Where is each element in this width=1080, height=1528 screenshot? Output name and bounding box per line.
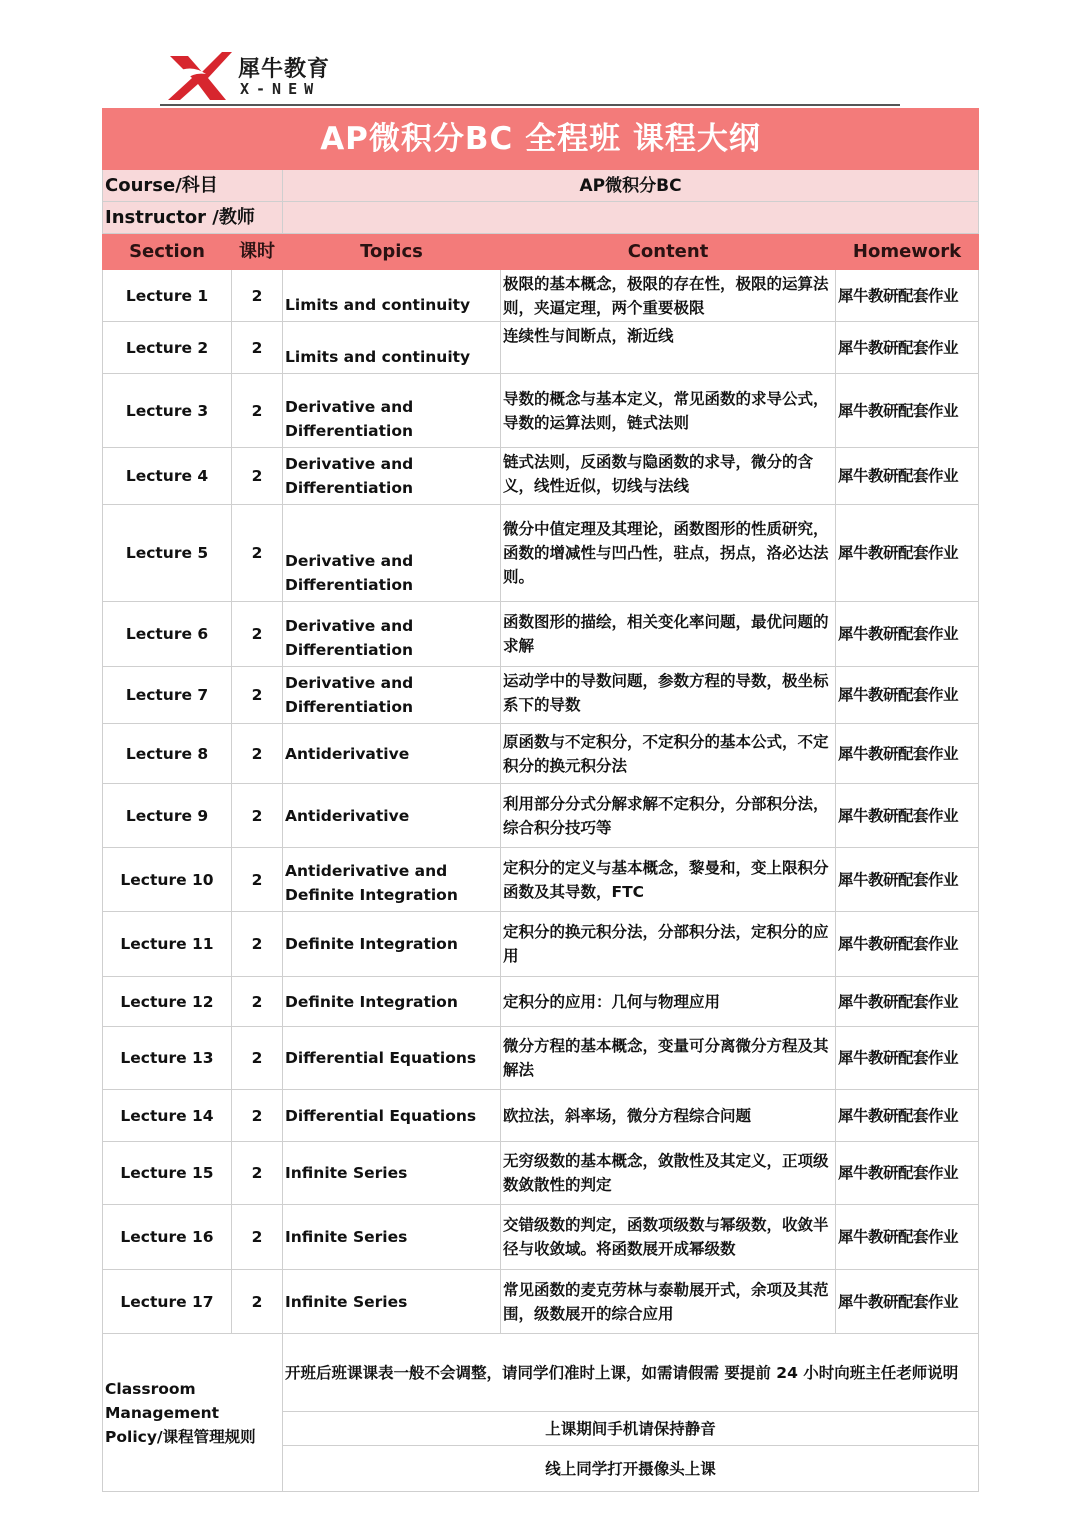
content-cell: 连续性与间断点，渐近线 [501,322,836,374]
section-cell: Lecture 8 [103,724,232,784]
policy-item: 上课期间手机请保持静音 [283,1412,979,1446]
hours-cell: 2 [232,912,283,977]
homework-cell: 犀牛教研配套作业 [836,322,979,374]
section-cell: Lecture 5 [103,505,232,602]
x-new-logo-icon [166,50,234,102]
hours-cell: 2 [232,322,283,374]
content-cell: 极限的基本概念，极限的存在性，极限的运算法则，夹逼定理，两个重要极限 [501,270,836,322]
syllabus-table [102,108,979,1492]
hours-cell: 2 [232,374,283,448]
topic-cell: Antiderivative [283,784,501,848]
content-cell: 导数的概念与基本定义，常见函数的求导公式，导数的运算法则，链式法则 [501,374,836,448]
lecture-row [103,1090,979,1142]
content-cell: 常见函数的麦克劳林与泰勒展开式，余项及其范围，级数展开的综合应用 [501,1270,836,1334]
content-cell: 交错级数的判定，函数项级数与幂级数，收敛半径与收敛域。将函数展开成幂级数 [501,1205,836,1270]
lecture-row [103,505,979,602]
lecture-row [103,848,979,912]
homework-cell: 犀牛教研配套作业 [836,667,979,724]
policy-item: 开班后班课课表一般不会调整，请同学们准时上课，如需请假需 要提前 24 小时向班主任老师说明 [283,1334,979,1412]
section-cell: Lecture 4 [103,448,232,505]
content-cell: 运动学中的导数问题，参数方程的导数，极坐标系下的导数 [501,667,836,724]
content-cell: 定积分的定义与基本概念，黎曼和，变上限积分函数及其导数，FTC [501,848,836,912]
homework-cell: 犀牛教研配套作业 [836,1142,979,1205]
topic-cell: Limits and continuity [283,270,501,322]
course-row [103,170,979,202]
homework-cell: 犀牛教研配套作业 [836,505,979,602]
content-cell: 链式法则，反函数与隐函数的求导，微分的含义，线性近似，切线与法线 [501,448,836,505]
section-cell: Lecture 15 [103,1142,232,1205]
instructor-value [283,202,979,234]
policy-row [103,1334,979,1412]
policy-item: 线上同学打开摄像头上课 [283,1446,979,1492]
homework-cell: 犀牛教研配套作业 [836,1205,979,1270]
topic-cell: Definite Integration [283,977,501,1027]
topic-cell: Derivative and Differentiation [283,448,501,505]
policy-label: Classroom Management Policy/课程管理规则 [103,1334,283,1492]
section-cell: Lecture 6 [103,602,232,667]
column-header-content: Content [501,234,836,270]
lecture-rows [103,270,979,1334]
content-cell: 微分方程的基本概念，变量可分离微分方程及其解法 [501,1027,836,1090]
homework-cell: 犀牛教研配套作业 [836,270,979,322]
lecture-row [103,322,979,374]
lecture-row [103,1142,979,1205]
homework-cell: 犀牛教研配套作业 [836,1270,979,1334]
topic-cell: Limits and continuity [283,322,501,374]
section-cell: Lecture 1 [103,270,232,322]
syllabus-title: AP微积分BC 全程班 课程大纲 [103,109,979,170]
brand-name-cn: 犀牛教育 [238,57,331,82]
hours-cell: 2 [232,1142,283,1205]
content-cell: 函数图形的描绘，相关变化率问题，最优问题的求解 [501,602,836,667]
content-cell: 定积分的换元积分法，分部积分法，定积分的应用 [501,912,836,977]
lecture-row [103,977,979,1027]
section-cell: Lecture 2 [103,322,232,374]
topic-cell: Derivative and Differentiation [283,602,501,667]
homework-cell: 犀牛教研配套作业 [836,848,979,912]
content-cell: 欧拉法，斜率场，微分方程综合问题 [501,1090,836,1142]
topic-cell: Antiderivative [283,724,501,784]
section-cell: Lecture 3 [103,374,232,448]
column-header-homework: Homework [836,234,979,270]
topic-cell: Definite Integration [283,912,501,977]
brand-logo [160,46,900,106]
lecture-row [103,374,979,448]
header-divider [160,104,900,106]
content-cell: 微分中值定理及其理论，函数图形的性质研究，函数的增减性与凹凸性，驻点，拐点，洛必达法则。 [501,505,836,602]
hours-cell: 2 [232,977,283,1027]
section-cell: Lecture 7 [103,667,232,724]
hours-cell: 2 [232,1090,283,1142]
section-cell: Lecture 17 [103,1270,232,1334]
hours-cell: 2 [232,505,283,602]
content-cell: 无穷级数的基本概念，敛散性及其定义，正项级数敛散性的判定 [501,1142,836,1205]
section-cell: Lecture 9 [103,784,232,848]
homework-cell: 犀牛教研配套作业 [836,602,979,667]
section-cell: Lecture 14 [103,1090,232,1142]
section-cell: Lecture 16 [103,1205,232,1270]
topic-cell: Infinite Series [283,1142,501,1205]
section-cell: Lecture 10 [103,848,232,912]
column-header-hours: 课时 [232,234,283,270]
homework-cell: 犀牛教研配套作业 [836,912,979,977]
lecture-row [103,784,979,848]
homework-cell: 犀牛教研配套作业 [836,1090,979,1142]
homework-cell: 犀牛教研配套作业 [836,1027,979,1090]
homework-cell: 犀牛教研配套作业 [836,724,979,784]
section-cell: Lecture 11 [103,912,232,977]
topic-cell: Antiderivative and Definite Integration [283,848,501,912]
content-cell: 原函数与不定积分，不定积分的基本公式，不定积分的换元积分法 [501,724,836,784]
topic-cell: Derivative and Differentiation [283,667,501,724]
lecture-row [103,1270,979,1334]
topic-cell: Infinite Series [283,1205,501,1270]
section-cell: Lecture 12 [103,977,232,1027]
content-cell: 利用部分分式分解求解不定积分，分部积分法，综合积分技巧等 [501,784,836,848]
topic-cell: Infinite Series [283,1270,501,1334]
course-label: Course/科目 [103,170,283,202]
column-header-row [103,234,979,270]
hours-cell: 2 [232,1270,283,1334]
lecture-row [103,1027,979,1090]
hours-cell: 2 [232,1205,283,1270]
brand-name-en: X-NEW [240,80,321,98]
hours-cell: 2 [232,667,283,724]
column-header-topics: Topics [283,234,501,270]
homework-cell: 犀牛教研配套作业 [836,448,979,505]
lecture-row [103,448,979,505]
instructor-label: Instructor /教师 [103,202,283,234]
lecture-row [103,912,979,977]
hours-cell: 2 [232,724,283,784]
instructor-row [103,202,979,234]
lecture-row [103,724,979,784]
homework-cell: 犀牛教研配套作业 [836,977,979,1027]
topic-cell: Derivative and Differentiation [283,505,501,602]
lecture-row [103,270,979,322]
lecture-row [103,667,979,724]
hours-cell: 2 [232,1027,283,1090]
title-row [103,109,979,170]
homework-cell: 犀牛教研配套作业 [836,784,979,848]
lecture-row [103,602,979,667]
topic-cell: Differential Equations [283,1027,501,1090]
hours-cell: 2 [232,602,283,667]
hours-cell: 2 [232,848,283,912]
column-header-section: Section [103,234,232,270]
content-cell: 定积分的应用：几何与物理应用 [501,977,836,1027]
hours-cell: 2 [232,270,283,322]
homework-cell: 犀牛教研配套作业 [836,374,979,448]
course-value: AP微积分BC [283,170,979,202]
topic-cell: Differential Equations [283,1090,501,1142]
hours-cell: 2 [232,448,283,505]
section-cell: Lecture 13 [103,1027,232,1090]
lecture-row [103,1205,979,1270]
topic-cell: Derivative and Differentiation [283,374,501,448]
hours-cell: 2 [232,784,283,848]
